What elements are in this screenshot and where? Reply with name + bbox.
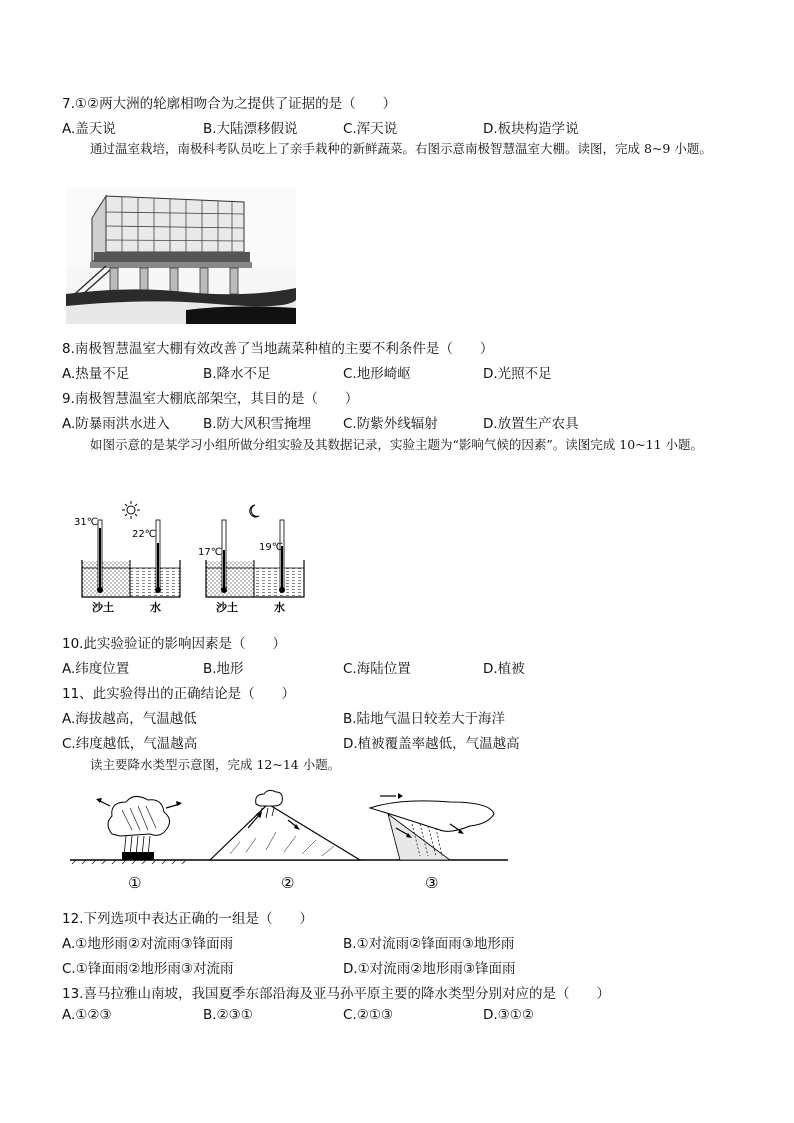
q11-option-d[interactable]: D.植被覆盖率越低，气温越高 [343, 736, 520, 752]
q9-option-b[interactable]: B.防大风积雪掩埋 [203, 416, 312, 432]
q12-options-row2 [62, 957, 742, 975]
q9-options [62, 412, 742, 430]
q10-options [62, 657, 742, 675]
q8-option-a[interactable]: A.热量不足 [62, 366, 130, 382]
q7-option-b[interactable]: B.大陆漂移假说 [203, 121, 298, 137]
q7-option-c[interactable]: C.浑天说 [343, 121, 398, 137]
q8-option-d[interactable]: D.光照不足 [483, 366, 552, 382]
q7-options [62, 117, 742, 135]
night-water-label: 水 [274, 601, 285, 614]
day-water-temp: 22℃ [132, 529, 156, 540]
q12-stem: 12.下列选项中表达正确的一组是（ ） [62, 911, 313, 927]
intro-10-11: 如图示意的是某学习小组所做分组实验及其数据记录，实验主题为“影响气候的因素”。读图完成 10~11 小题。 [90, 437, 704, 452]
q11-options-row2 [62, 732, 742, 750]
night-sand-temp: 17℃ [198, 547, 222, 558]
rain-label-2: ② [281, 874, 295, 892]
q13-stem: 13.喜马拉雅山南坡，我国夏季东部沿海及亚马孙平原主要的降水类型分别对应的是（ ） [62, 986, 610, 1002]
q9-option-a[interactable]: A.防暴雨洪水进入 [62, 416, 170, 432]
q11-option-c[interactable]: C.纬度越低，气温越高 [62, 736, 198, 752]
q8-option-b[interactable]: B.降水不足 [203, 366, 271, 382]
intro-8-9: 通过温室栽培，南极科考队员吃上了亲手栽种的新鲜蔬菜。右图示意南极智慧温室大棚。读图，完成 8~9 小题。 [90, 141, 712, 156]
q8-option-c[interactable]: C.地形崎岖 [343, 366, 411, 382]
q11-options-row1 [62, 707, 742, 725]
q7-option-a[interactable]: A.盖天说 [62, 121, 116, 137]
q11-option-b[interactable]: B.陆地气温日较差大于海洋 [343, 711, 506, 727]
q12-option-d[interactable]: D.①对流雨②地形雨③锋面雨 [343, 961, 516, 977]
q11-option-a[interactable]: A.海拔越高，气温越低 [62, 711, 197, 727]
rain-types-diagram [70, 784, 508, 894]
rain-label-3: ③ [425, 874, 439, 892]
q12-option-b[interactable]: B.①对流雨②锋面雨③地形雨 [343, 936, 515, 952]
orographic-rain-figure [210, 790, 360, 860]
greenhouse-photo [66, 188, 296, 324]
q12-options-row1 [62, 932, 742, 950]
day-sand-label: 沙土 [92, 601, 114, 614]
q7-option-d[interactable]: D.板块构造学说 [483, 121, 579, 137]
frontal-rain-figure [370, 793, 494, 860]
q12-option-c[interactable]: C.①锋面雨②地形雨③对流雨 [62, 961, 234, 977]
q7-stem: 7.①②两大洲的轮廓相吻合为之提供了证据的是（ ） [62, 96, 397, 112]
q10-option-b[interactable]: B.地形 [203, 661, 244, 677]
experiment-diagram [70, 498, 310, 616]
day-water-label: 水 [150, 601, 161, 614]
convection-rain-figure [96, 796, 182, 860]
q13-option-c[interactable]: C.②①③ [343, 1007, 394, 1023]
q9-stem: 9.南极智慧温室大棚底部架空，其目的是（ ） [62, 391, 359, 407]
night-basin [206, 520, 304, 597]
q10-option-a[interactable]: A.纬度位置 [62, 661, 130, 677]
night-sand-label: 沙土 [216, 601, 238, 614]
q10-stem: 10.此实验验证的影响因素是（ ） [62, 636, 286, 652]
q13-option-d[interactable]: D.③①② [483, 1007, 534, 1023]
q13-option-b[interactable]: B.②③① [203, 1007, 253, 1023]
day-sand-temp: 31℃ [74, 517, 98, 528]
q9-option-c[interactable]: C.防紫外线辐射 [343, 416, 438, 432]
q13-options [62, 1007, 742, 1025]
q8-options [62, 362, 742, 380]
q13-option-a[interactable]: A.①②③ [62, 1007, 112, 1023]
q10-option-c[interactable]: C.海陆位置 [343, 661, 411, 677]
day-basin [82, 520, 180, 597]
q11-stem: 11、此实验得出的正确结论是（ ） [62, 686, 296, 702]
q12-option-a[interactable]: A.①地形雨②对流雨③锋面雨 [62, 936, 234, 952]
q9-option-d[interactable]: D.放置生产农具 [483, 416, 579, 432]
rain-label-1: ① [128, 874, 142, 892]
moon-icon [250, 505, 259, 517]
sun-icon [122, 501, 140, 519]
intro-12-14: 读主要降水类型示意图，完成 12~14 小题。 [90, 757, 341, 772]
night-water-temp: 19℃ [259, 542, 283, 553]
q8-stem: 8.南极智慧温室大棚有效改善了当地蔬菜种植的主要不利条件是（ ） [62, 341, 494, 357]
q10-option-d[interactable]: D.植被 [483, 661, 525, 677]
